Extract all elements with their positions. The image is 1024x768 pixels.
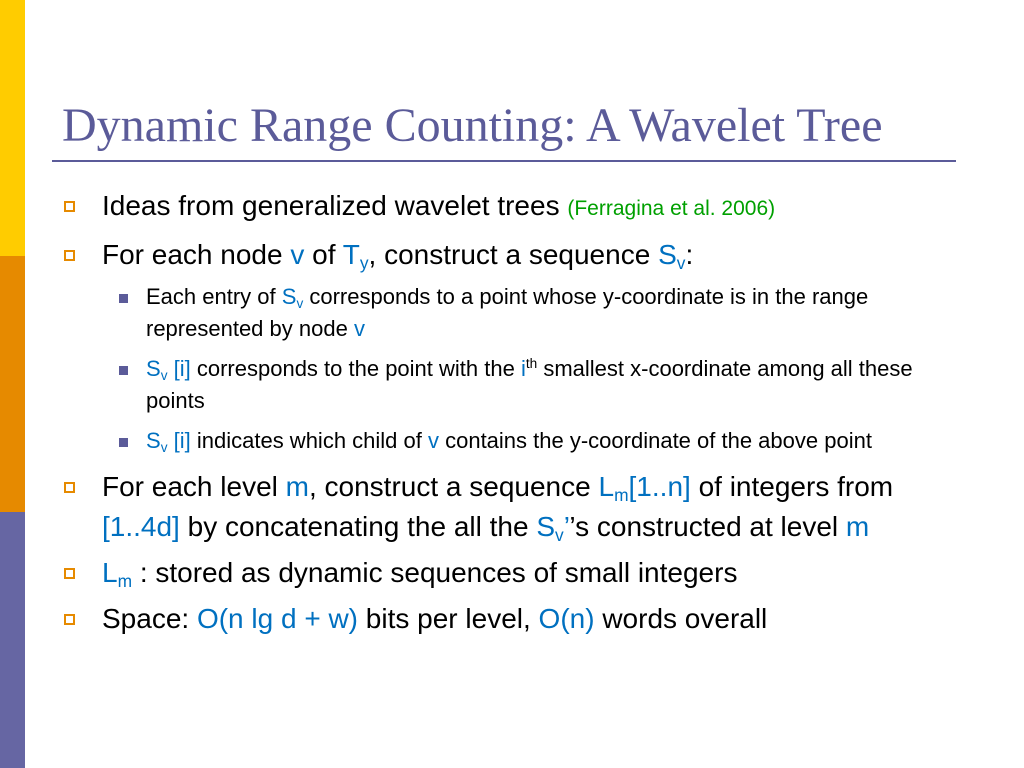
sub-bullet-ith: $S_v$ [i] corresponds to the point with the $i^{th}$ smallest x-coordinate among all these points [60,353,960,417]
left-accent-bar-yellow [0,0,25,256]
sub-bullet-child: $S_v$ [i] indicates which child of v contains the y-coordinate of the above point [60,425,960,457]
citation: (Ferragina et al. 2006) [567,197,776,220]
hollow-square-bullet-icon [64,482,75,493]
bullet-ideas: Ideas from generalized wavelet trees (Ferragina et al. 2006) [60,186,960,229]
slide-title: Dynamic Range Counting: A Wavelet Tree [62,99,883,152]
hollow-square-bullet-icon [64,250,75,261]
bullet-space: Space: O(n lg d + w) bits per level, O(n) words overall [60,599,960,639]
filled-square-bullet-icon [119,366,128,375]
bullet-lm-storage: $L_m$ : stored as dynamic sequences of small integers [60,553,960,593]
filled-square-bullet-icon [119,294,128,303]
slide-body [60,186,960,639]
bullet-level-sequence: For each level m, construct a sequence $L_m[1..n]$ of integers from [1..4d] by concatenating the all the $S_v’’s$ constructed at level m [60,467,960,547]
hollow-square-bullet-icon [64,201,75,212]
left-accent-bar-purple [0,512,25,768]
hollow-square-bullet-icon [64,614,75,625]
left-accent-bar-orange [0,256,25,512]
filled-square-bullet-icon [119,438,128,447]
title-underline [52,160,956,162]
sub-bullet-entry: Each entry of $S_v$ corresponds to a point whose y-coordinate is in the range represented by node v [60,281,960,345]
bullet-node-sequence: For each node v of $T_y$, construct a sequence $S_v$: [60,235,960,275]
hollow-square-bullet-icon [64,568,75,579]
